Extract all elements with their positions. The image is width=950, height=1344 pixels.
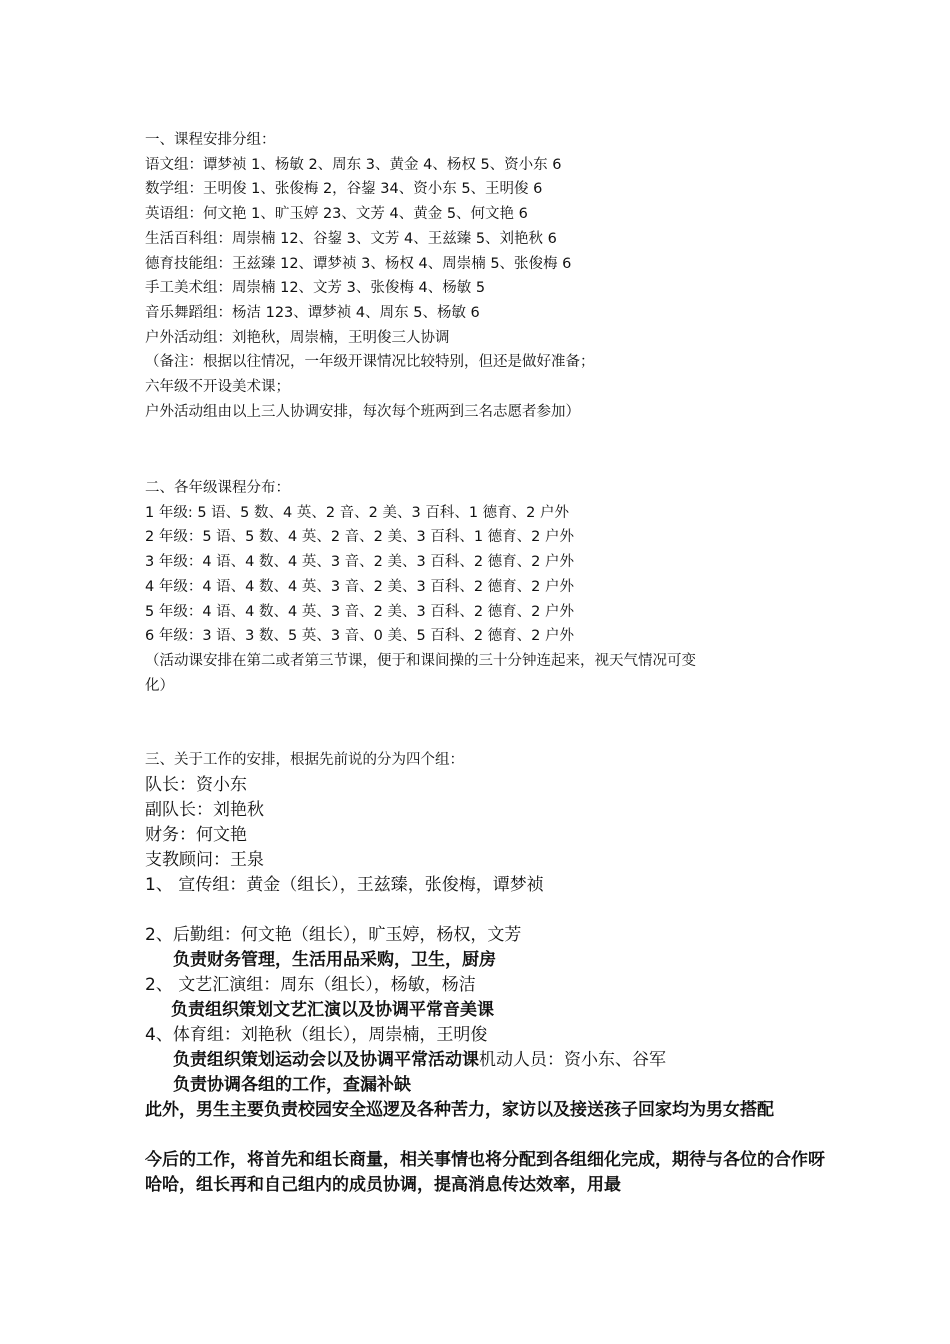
vice-captain-line: 副队长：刘艳秋 (145, 800, 264, 820)
duty-line: 负责组织策划文艺汇演以及协调平常音美课 (171, 1000, 494, 1020)
duty-line: 负责财务管理，生活用品采购，卫生，厨房 (173, 950, 496, 970)
extra-paragraph: 此外，男生主要负责校园安全巡逻及各种苦力，家访以及接送孩子回家均为男女搭配 (145, 1100, 774, 1120)
group-line: 2、 文艺汇演组：周东（组长），杨敏，杨洁 (145, 975, 476, 995)
duty-mobile-line (145, 1048, 825, 1073)
group-line: 户外活动组：刘艳秋，周崇楠，王明俊三人协调 (145, 329, 450, 346)
group-line: 英语组：何文艳 1、旷玉婷 23、文芳 4、黄金 5、何文艳 6 (145, 206, 528, 223)
grade-line: 3 年级：4 语、4 数、4 英、3 音、2 美、3 百科、2 德育、2 户外 (145, 554, 575, 571)
group-line: 1、 宣传组：黄金（组长），王兹臻，张俊梅，谭梦祯 (145, 875, 544, 895)
group-line: 手工美术组：周崇楠 12、文芳 3、张俊梅 4、杨敏 5 (145, 280, 486, 297)
section-grade-distribution (145, 476, 825, 698)
grade-line: 6 年级：3 语、3 数、5 英、3 音、0 美、5 百科、2 德育、2 户外 (145, 628, 575, 645)
mobile-staff: 机动人员：资小东、谷军 (479, 1050, 666, 1070)
section-heading: 三、关于工作的安排，根据先前说的分为四个组： (145, 752, 464, 768)
duty-line: 负责协调各组的工作，查漏补缺 (173, 1075, 411, 1095)
group-line: 2、后勤组：何文艳（组长），旷玉婷，杨权，文芳 (145, 925, 522, 945)
group-line: 数学组：王明俊 1、张俊梅 2，谷鋆 34、资小东 5、王明俊 6 (145, 181, 543, 198)
grade-line: 1 年级: 5 语、5 数、4 英、2 音、2 美、3 百科、1 德育、2 户外 (145, 504, 570, 521)
group-line: 语文组：谭梦祯 1、杨敏 2、周东 3、黄金 4、杨权 5、资小东 6 (145, 156, 562, 173)
note-line: （活动课安排在第二或者第三节课，便于和课间操的三十分钟连起来，视天气情况可变 (145, 652, 696, 669)
finance-line: 财务：何文艳 (145, 825, 247, 845)
captain-line: 队长：资小东 (145, 775, 247, 795)
grade-line: 4 年级：4 语、4 数、4 英、3 音、2 美、3 百科、2 德育、2 户外 (145, 578, 575, 595)
section-course-groups (145, 128, 825, 424)
advisor-line: 支教顾问：王泉 (145, 850, 264, 870)
blank-line (145, 1123, 825, 1148)
section-work-arrangement (145, 748, 825, 1198)
section-heading: 二、各年级课程分布： (145, 480, 290, 496)
group-line: 生活百科组：周崇楠 12、谷鋆 3、文芳 4、王兹臻 5、刘艳秋 6 (145, 230, 557, 247)
note-line: （备注：根据以往情况，一年级开课情况比较特别，但还是做好准备； (145, 354, 595, 371)
blank-line (145, 898, 825, 923)
group-line: 4、体育组：刘艳秋（组长），周崇楠，王明俊 (145, 1025, 488, 1045)
note-line: 化） (145, 677, 174, 694)
note-line: 户外活动组由以上三人协调安排，每次每个班两到三名志愿者参加） (145, 403, 580, 420)
group-line: 德育技能组：王兹臻 12、谭梦祯 3、杨权 4、周崇楠 5、张俊梅 6 (145, 255, 572, 272)
future-paragraph: 今后的工作，将首先和组长商量，相关事情也将分配到各组细化完成，期待与各位的合作呀哈哈，组长再和自己组内的成员协调，提高消息传达效率，用最 (145, 1150, 825, 1195)
section-heading: 一、课程安排分组： (145, 132, 276, 148)
note-line: 六年级不开设美术课； (145, 379, 290, 396)
grade-line: 2 年级：5 语、5 数、4 英、2 音、2 美、3 百科、1 德育、2 户外 (145, 529, 575, 546)
group-line: 音乐舞蹈组：杨洁 123、谭梦祯 4、周东 5、杨敏 6 (145, 304, 480, 321)
grade-line: 5 年级：4 语、4 数、4 英、3 音、2 美、3 百科、2 德育、2 户外 (145, 603, 575, 620)
duty-text: 负责组织策划运动会以及协调平常活动课 (173, 1050, 479, 1070)
